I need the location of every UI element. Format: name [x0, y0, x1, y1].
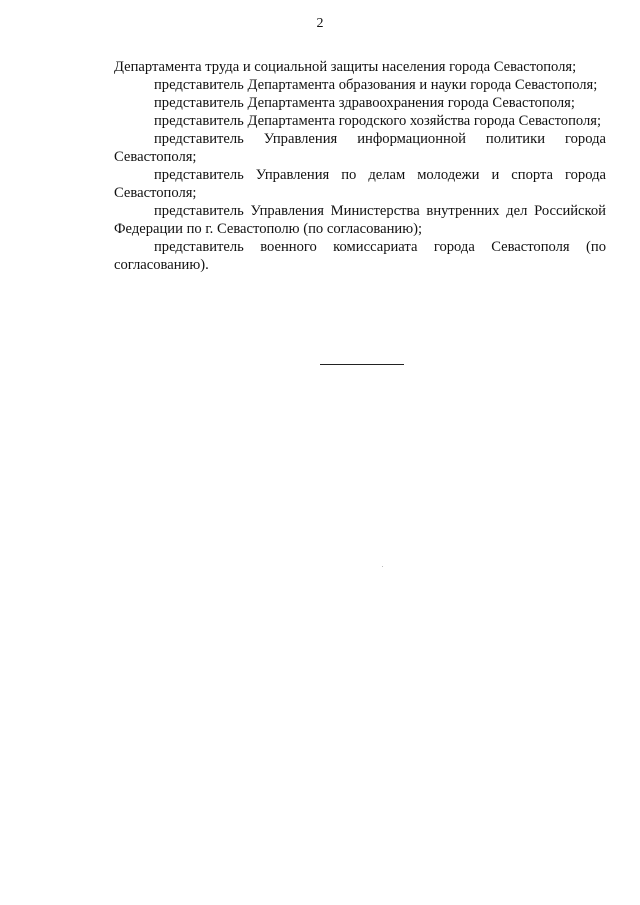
paragraph-continuation: Департамента труда и социальной защиты населения города Севастополя; — [114, 59, 577, 75]
page-number: 2 — [316, 16, 324, 31]
paragraph-health-department: представитель Департамента здравоохранения города Севастополя; — [154, 95, 575, 111]
paragraph-youth-sports-department: представитель Управления по делам молодежи и спорта города Севастополя; — [114, 167, 606, 201]
paragraph-information-policy-department: представитель Управления информационной политики города Севастополя; — [114, 131, 606, 165]
paragraph-interior-ministry: представитель Управления Министерства внутренних дел Российской Федерации по г. Севастополю (по согласованию); — [114, 203, 606, 237]
end-separator-line — [320, 364, 404, 365]
paragraph-city-economy-department: представитель Департамента городского хозяйства города Севастополя; — [154, 113, 602, 129]
scan-speck — [382, 566, 383, 567]
paragraph-education-department: представитель Департамента образования и науки города Севастополя; — [154, 77, 598, 93]
paragraph-military-commissariat: представитель военного комиссариата города Севастополя (по согласованию). — [114, 239, 606, 273]
document-body — [114, 58, 606, 274]
